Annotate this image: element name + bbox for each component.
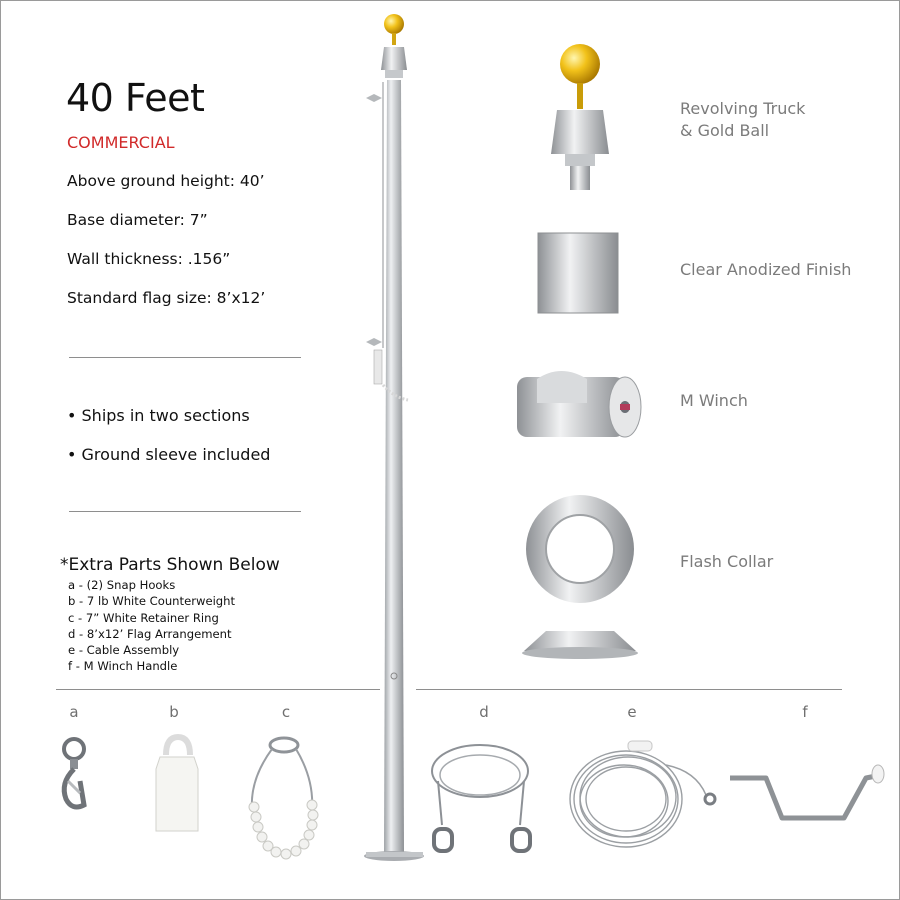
spec-height: Above ground height: 40’ bbox=[67, 172, 265, 190]
spec-flag-size: Standard flag size: 8’x12’ bbox=[67, 289, 266, 307]
component-label-winch: M Winch bbox=[680, 391, 748, 410]
feature-ground-sleeve: • Ground sleeve included bbox=[67, 445, 271, 464]
extras-item: f - M Winch Handle bbox=[68, 659, 178, 674]
part-letter-c: c bbox=[281, 703, 291, 721]
cable-assembly-icon bbox=[566, 735, 726, 855]
component-label-truck: Revolving Truck & Gold Ball bbox=[680, 99, 806, 140]
winch-icon bbox=[515, 365, 645, 445]
extras-item: b - 7 lb White Counterweight bbox=[68, 594, 236, 609]
counterweight-icon bbox=[152, 735, 202, 835]
part-letter-b: b bbox=[169, 703, 179, 721]
spec-base-diameter: Base diameter: 7” bbox=[67, 211, 208, 229]
snap-hook-icon bbox=[56, 735, 96, 815]
extras-heading: *Extra Parts Shown Below bbox=[60, 555, 280, 575]
page-title: 40 Feet bbox=[66, 76, 205, 120]
part-letter-e: e bbox=[627, 703, 637, 721]
extras-item: a - (2) Snap Hooks bbox=[68, 578, 176, 592]
flash-collar-icon bbox=[516, 493, 646, 663]
extras-item: e - Cable Assembly bbox=[68, 643, 180, 658]
part-letter-f: f bbox=[802, 703, 808, 721]
component-label-collar: Flash Collar bbox=[680, 552, 774, 571]
part-letter-d: d bbox=[479, 703, 489, 721]
flag-arrangement-icon bbox=[428, 735, 538, 855]
spec-wall-thickness: Wall thickness: .156” bbox=[67, 250, 231, 268]
component-label-finish: Clear Anodized Finish bbox=[680, 260, 852, 279]
feature-two-sections: • Ships in two sections bbox=[67, 406, 250, 425]
truck-gold-ball-icon bbox=[540, 40, 620, 190]
extras-item: c - 7” White Retainer Ring bbox=[68, 610, 219, 625]
retainer-ring-icon bbox=[246, 735, 326, 865]
category-label: COMMERCIAL bbox=[67, 133, 175, 152]
winch-handle-icon bbox=[726, 760, 886, 830]
anodized-swatch-icon bbox=[538, 233, 618, 313]
extras-item: d - 8’x12’ Flag Arrangement bbox=[68, 626, 232, 641]
part-letter-a: a bbox=[69, 703, 79, 721]
